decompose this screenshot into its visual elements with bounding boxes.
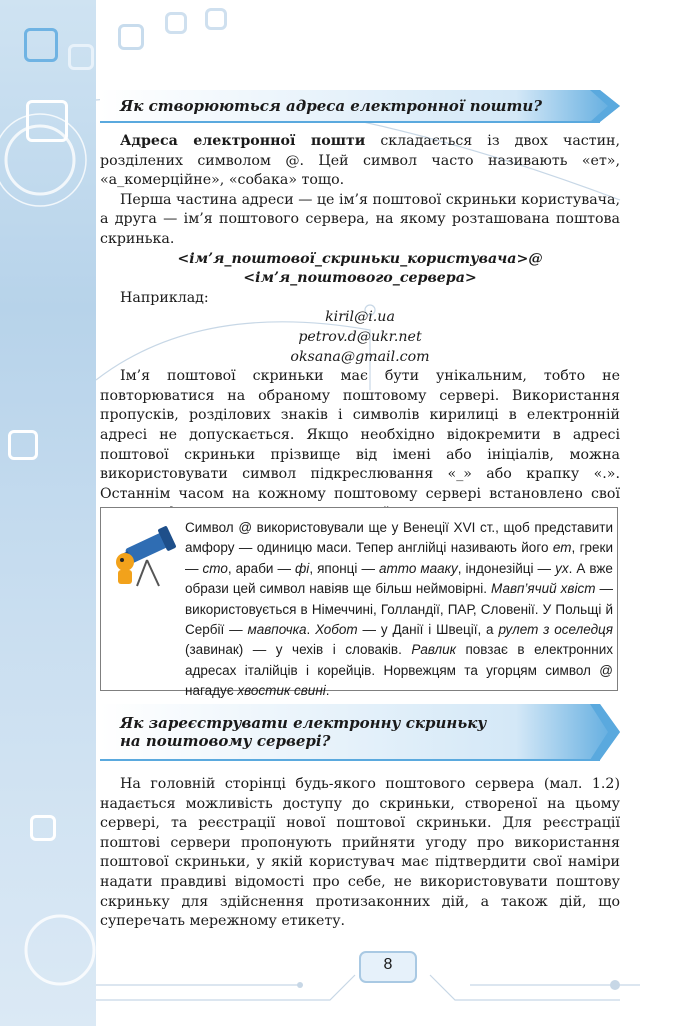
decor-square	[24, 28, 58, 62]
telescope-mascot-icon	[107, 520, 181, 590]
decor-square	[205, 8, 227, 30]
section-heading-banner	[100, 86, 622, 126]
note-text: . А вже образи цей символ навіяв ще більш неймовірні.	[185, 560, 613, 597]
fun-fact-box	[100, 507, 618, 699]
page-number-badge	[358, 950, 418, 984]
heading-line: Як зареєструвати електронну скриньку	[120, 714, 487, 732]
note-text: .	[306, 622, 316, 638]
decor-square	[118, 24, 144, 50]
note-text: — у Данії і Швеції, а	[357, 622, 499, 638]
section-heading	[120, 714, 486, 750]
section-body	[100, 775, 620, 932]
example-email: petrov.d@ukr.net	[298, 328, 422, 345]
note-text: (завинак) — у чехів і словаків.	[185, 642, 412, 658]
address-format-line: <ім’я_поштового_сервера>	[243, 270, 477, 287]
note-text: , греки —	[185, 540, 614, 576]
note-text: повзає в електронних адресах італійців і корейців. Норвежцям та угорцям символ @ нагадує	[185, 642, 613, 699]
note-text: — використовується в Німеччині, Голландії, ПАР, Словенії. У Польщі й Сербії —	[185, 581, 613, 638]
decor-square	[165, 12, 187, 34]
note-italic: Равлик	[411, 642, 456, 658]
note-text: .	[325, 683, 330, 699]
bold-term: Адреса електронної пошти	[120, 133, 366, 149]
note-italic: фі	[295, 560, 310, 576]
note-italic: хвостик свині	[237, 683, 326, 699]
decor-square	[30, 815, 56, 841]
note-text: , араби —	[227, 560, 296, 576]
page-sidebar-decoration	[0, 0, 96, 1026]
decor-square	[26, 100, 68, 142]
note-italic: атто мааку	[378, 560, 458, 576]
decor-square	[68, 44, 94, 70]
heading-line: на поштовому сервері?	[120, 732, 331, 750]
note-text: , індонезійці —	[457, 560, 556, 576]
section-heading: Як створюються адреса електронної пошти?	[120, 97, 543, 115]
note-italic: сто	[202, 560, 228, 576]
note-italic: рулет з оселедця	[498, 622, 613, 638]
note-italic: Мавп’ячий хвіст	[491, 581, 596, 597]
address-format-line: <ім’я_поштової_скриньки_користувача>@	[177, 250, 543, 267]
note-italic: мавпочка	[247, 622, 307, 638]
paragraph: Перша частина адреси — це ім’я поштової скриньки користувача, а друга — ім’я поштового сервера, на якому розташована поштова скринька.	[100, 191, 620, 247]
fun-fact-text	[185, 518, 613, 702]
page-number: 8	[383, 956, 393, 973]
example-email: oksana@gmail.com	[290, 348, 430, 365]
paragraph: На головній сторінці будь-якого поштового сервера (мал. 1.2) надається можливість доступу до скриньки, створеної на цьому сервері, та реєстрації нової поштової скриньки. Для реєстрації поштові сервери пропонують прийняти угоду про використання поштової скриньки, у якій користувач має підтвердити свої наміри надати правдиві відомості про себе, не використовувати поштову скриньку для здійснення протизаконних дій, а також дій, що суперечать мережному етикету.	[100, 776, 620, 930]
note-text: Символ @ використовували ще у Венеції XVI ст., щоб представити амфору — одиницю маси. Тепер англійці називають його	[185, 520, 613, 556]
note-text: , японці —	[309, 560, 379, 576]
section-body	[100, 132, 620, 524]
paragraph: Ім’я поштової скриньки має бути унікальним, тобто не повторюватися на обраному поштовому сервері. Використання пропусків, розділових знаків і символів кирилиці в електронній адресі не допускається. Якщо необхідно відокремити в адресі поштової скриньки прізвище від імені або ініціалів, можна використовувати символ підкреслювання «_» або крапку «.». Останнім часом на кожному поштовому сервері встановлено свої	[100, 368, 620, 502]
paragraph-text: складається із двох частин, розділених символом @. Цей символ часто називають «ет», «а_комерційне», «собака» тощо.	[100, 133, 620, 189]
decor-square	[8, 430, 38, 460]
note-italic: ет	[552, 540, 572, 556]
paragraph	[100, 132, 620, 191]
example-label: Наприклад:	[120, 289, 209, 306]
section-heading-banner	[100, 700, 622, 764]
note-italic: ух	[555, 560, 569, 576]
note-italic: Хобот	[315, 622, 358, 638]
example-email: kiril@i.ua	[325, 309, 395, 326]
